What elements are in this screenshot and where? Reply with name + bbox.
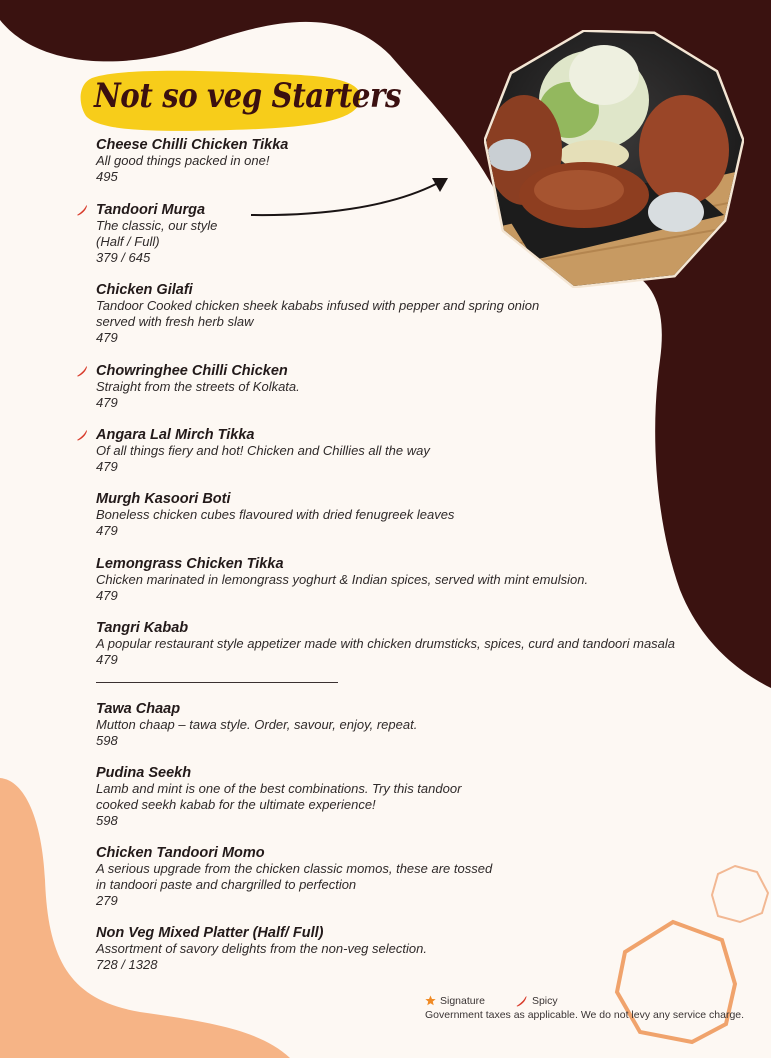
item-name: Tandoori Murga <box>96 202 206 218</box>
item-price: 479 <box>96 588 118 603</box>
legend-spicy-label: Spicy <box>531 994 558 1007</box>
star-icon <box>425 995 436 1006</box>
menu-item <box>96 845 736 909</box>
legend <box>425 993 744 1008</box>
item-name: Cheese Chilli Chicken Tikka <box>96 137 289 153</box>
menu-item <box>96 202 736 266</box>
item-price: 279 <box>96 893 118 908</box>
tax-note: Government taxes as applicable. We do not levy any service charge. <box>425 1009 745 1021</box>
item-price: 598 <box>96 813 118 828</box>
menu-item <box>96 427 736 475</box>
item-description: Mutton chaap – tawa style. Order, savour, enjoy, repeat. <box>96 717 418 732</box>
item-description: The classic, our style <box>96 218 218 233</box>
footer <box>425 993 744 1021</box>
item-price: 728 / 1328 <box>96 957 158 972</box>
section-divider <box>96 682 338 683</box>
item-description: Chicken marinated in lemongrass yoghurt & Indian spices, served with mint emulsion. <box>96 572 589 587</box>
item-price: 598 <box>96 733 118 748</box>
item-description: A serious upgrade from the chicken classic momos, these are tossed <box>96 861 493 876</box>
item-price: 379 / 645 <box>96 250 151 265</box>
item-description: A popular restaurant style appetizer made with chicken drumsticks, spices, curd and tandoori masala <box>96 636 676 651</box>
menu-item <box>96 556 736 604</box>
chili-icon <box>76 204 88 216</box>
menu-item <box>96 701 736 749</box>
item-description: Tandoor Cooked chicken sheek kababs infused with pepper and spring onion <box>96 298 540 313</box>
item-price: 495 <box>96 169 118 184</box>
menu-item <box>96 363 736 411</box>
item-description: Straight from the streets of Kolkata. <box>96 379 300 394</box>
item-name: Chowringhee Chilli Chicken <box>96 363 288 379</box>
item-description: cooked seekh kabab for the ultimate experience! <box>96 797 376 812</box>
item-description: All good things packed in one! <box>96 153 270 168</box>
item-price: 479 <box>96 523 118 538</box>
menu-item <box>96 925 736 973</box>
item-price: 479 <box>96 652 118 667</box>
item-name: Tawa Chaap <box>96 701 181 717</box>
item-description: Assortment of savory delights from the non-veg selection. <box>96 941 427 956</box>
item-description: Lamb and mint is one of the best combinations. Try this tandoor <box>96 781 462 796</box>
item-name: Pudina Seekh <box>96 765 192 781</box>
item-price: 479 <box>96 330 118 345</box>
item-name: Tangri Kabab <box>96 620 189 636</box>
item-description: (Half / Full) <box>96 234 160 249</box>
chili-icon <box>76 365 88 377</box>
item-price: 479 <box>96 395 118 410</box>
item-description: served with fresh herb slaw <box>96 314 254 329</box>
item-description: Of all things fiery and hot! Chicken and Chillies all the way <box>96 443 430 458</box>
item-name: Lemongrass Chicken Tikka <box>96 556 284 572</box>
menu-item <box>96 491 736 539</box>
menu-item <box>96 765 736 829</box>
item-name: Murgh Kasoori Boti <box>96 491 231 507</box>
section-title <box>80 66 402 136</box>
item-price: 479 <box>96 459 118 474</box>
chili-icon <box>76 429 88 441</box>
menu-item <box>96 137 736 185</box>
item-name: Chicken Tandoori Momo <box>96 845 265 861</box>
menu-item <box>96 282 736 346</box>
page-title: Not so veg Starters <box>94 76 402 116</box>
item-name: Chicken Gilafi <box>96 282 193 298</box>
legend-signature-label: Signature <box>440 994 485 1007</box>
item-name: Non Veg Mixed Platter (Half/ Full) <box>96 925 324 941</box>
item-description: Boneless chicken cubes flavoured with dried fenugreek leaves <box>96 507 455 522</box>
item-description: in tandoori paste and chargrilled to perfection <box>96 877 357 892</box>
item-name: Angara Lal Mirch Tikka <box>96 427 255 443</box>
menu-item <box>96 620 736 668</box>
chili-icon <box>515 995 528 1007</box>
